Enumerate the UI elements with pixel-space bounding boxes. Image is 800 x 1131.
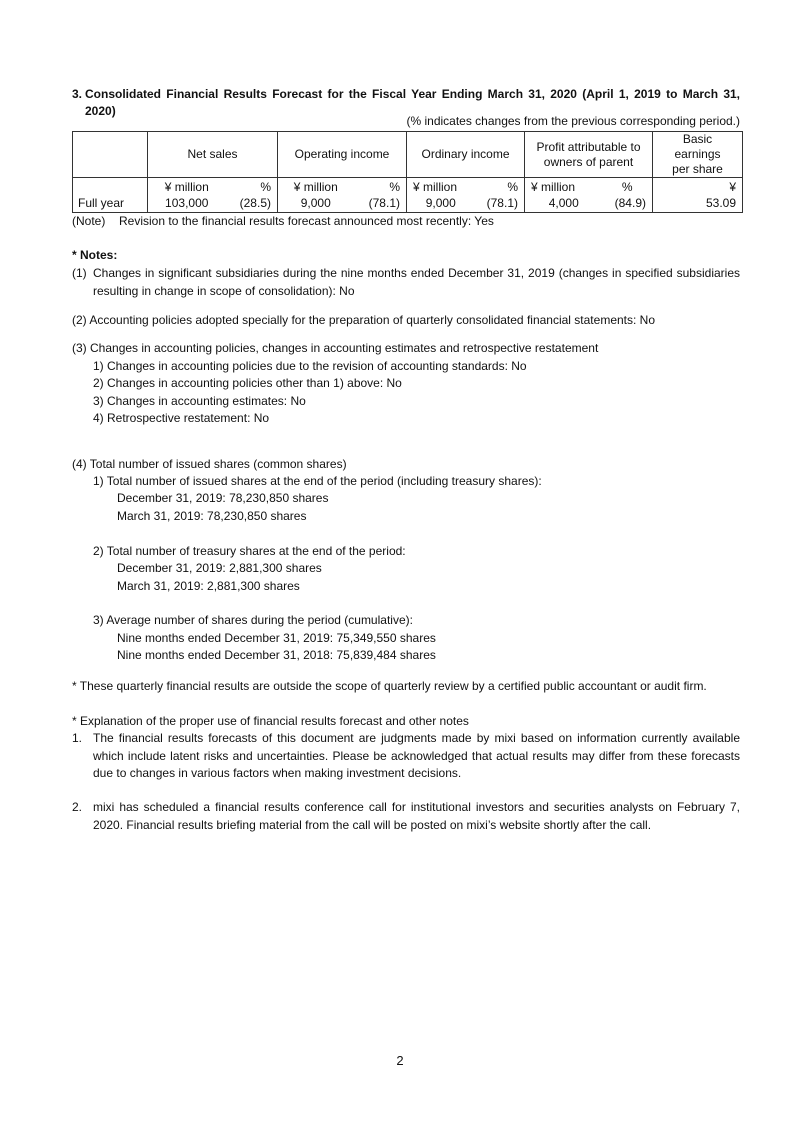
operating-income-value: 9,000: [278, 195, 354, 213]
note-item-4: (4) Total number of issued shares (common shares): [72, 457, 347, 471]
note-item-1: [72, 265, 740, 300]
header-ordinary-income: Ordinary income: [407, 132, 525, 178]
net-sales-value: 103,000: [148, 195, 226, 213]
explanation-item-1: [72, 730, 740, 783]
note-item-1-number: (1): [72, 266, 87, 280]
note-item-3: (3) Changes in accounting policies, changes in accounting estimates and retrospective restatement: [72, 341, 599, 355]
forecast-table: [72, 131, 743, 213]
note-item-3-sub-1: 1) Changes in accounting policies due to the revision of accounting standards: No: [93, 359, 527, 373]
header-profit-line2: owners of parent: [543, 154, 634, 169]
table-note-label: (Note): [72, 214, 106, 228]
notes-heading: * Notes:: [72, 248, 118, 262]
note-item-4-sub-1: 1) Total number of issued shares at the end of the period (including treasury shares):: [93, 474, 542, 488]
unit-profit: ¥ million: [531, 180, 576, 194]
unit-profit-pct: %: [603, 178, 653, 196]
explanation-item-1-text: The financial results forecasts of this document are judgments made by mixi based on information currently available which include latent risks and uncertainties. Please be acknowledged that actual results may differ from these forecasts due to changes in various factors when making investment decisions.: [93, 731, 740, 780]
section-number: 3.: [72, 87, 83, 101]
table-header-row: [73, 132, 743, 178]
operating-income-pct: (78.1): [354, 195, 407, 213]
review-note: * These quarterly financial results are outside the scope of quarterly review by a certified public accountant or audit firm.: [72, 679, 707, 693]
header-eps-line3: per share: [672, 162, 723, 176]
unit-ordinary-income-pct: %: [475, 178, 525, 196]
table-note: [72, 214, 494, 229]
note-item-4-sub-2: 2) Total number of treasury shares at the end of the period:: [93, 544, 406, 558]
ordinary-income-pct: (78.1): [475, 195, 525, 213]
note-item-3-sub-3: 3) Changes in accounting estimates: No: [93, 394, 306, 408]
row-label: Full year: [73, 195, 148, 213]
explanation-heading: * Explanation of the proper use of financial results forecast and other notes: [72, 714, 469, 728]
unit-operating-income: ¥ million: [293, 180, 338, 194]
profit-pct: (84.9): [603, 195, 653, 213]
percent-note: (% indicates changes from the previous corresponding period.): [406, 114, 740, 128]
treasury-shares-dec-2019: December 31, 2019: 2,881,300 shares: [117, 561, 322, 575]
note-item-1-text: Changes in significant subsidiaries during the nine months ended December 31, 2019 (changes in specified subsidiaries resulting in change in scope of consolidation): No: [93, 266, 740, 298]
table-note-text: Revision to the financial results forecast announced most recently: Yes: [119, 214, 494, 228]
explanation-item-1-number: 1.: [72, 731, 83, 745]
note-item-2: (2) Accounting policies adopted specially for the preparation of quarterly consolidated financial statements: No: [72, 313, 656, 327]
section-title: Consolidated Financial Results Forecast for the Fiscal Year Ending March 31, 2020 (April 1, 2019 to March 31, 2020): [85, 87, 740, 118]
units-blank: [73, 178, 148, 196]
avg-shares-2019: Nine months ended December 31, 2019: 75,349,550 shares: [117, 631, 436, 645]
table-units-row: [73, 178, 743, 196]
eps-value: 53.09: [653, 195, 743, 213]
note-item-3-sub-4: 4) Retrospective restatement: No: [93, 411, 270, 425]
header-eps: [653, 132, 743, 178]
note-item-4-sub-3: 3) Average number of shares during the period (cumulative):: [93, 613, 413, 627]
page-number: 2: [396, 1053, 404, 1068]
net-sales-pct: (28.5): [226, 195, 278, 213]
header-eps-line2: earnings: [674, 147, 721, 161]
unit-ordinary-income: ¥ million: [413, 180, 458, 194]
explanation-item-2: [72, 799, 740, 834]
avg-shares-2018: Nine months ended December 31, 2018: 75,839,484 shares: [117, 648, 436, 662]
explanation-item-2-text: mixi has scheduled a financial results conference call for institutional investors and securities analysts on February 7, 2020. Financial results briefing material from the call will be posted on mixi’s website shortly after the call.: [93, 800, 740, 832]
unit-net-sales-pct: %: [226, 178, 278, 196]
header-operating-income: Operating income: [278, 132, 407, 178]
issued-shares-dec-2019: December 31, 2019: 78,230,850 shares: [117, 491, 329, 505]
header-blank: [73, 132, 148, 178]
unit-eps: ¥: [653, 178, 743, 196]
header-eps-line1: Basic: [682, 132, 713, 146]
issued-shares-mar-2019: March 31, 2019: 78,230,850 shares: [117, 509, 307, 523]
profit-value: 4,000: [525, 195, 603, 213]
unit-net-sales: ¥ million: [148, 178, 226, 196]
header-profit: [525, 132, 653, 178]
unit-operating-income-pct: %: [354, 178, 407, 196]
table-row: [73, 195, 743, 213]
treasury-shares-mar-2019: March 31, 2019: 2,881,300 shares: [117, 579, 300, 593]
header-profit-line1: Profit attributable to: [536, 139, 641, 154]
note-item-3-sub-2: 2) Changes in accounting policies other than 1) above: No: [93, 376, 402, 390]
explanation-item-2-number: 2.: [72, 800, 83, 814]
ordinary-income-value: 9,000: [407, 195, 475, 213]
header-net-sales: Net sales: [148, 132, 278, 178]
